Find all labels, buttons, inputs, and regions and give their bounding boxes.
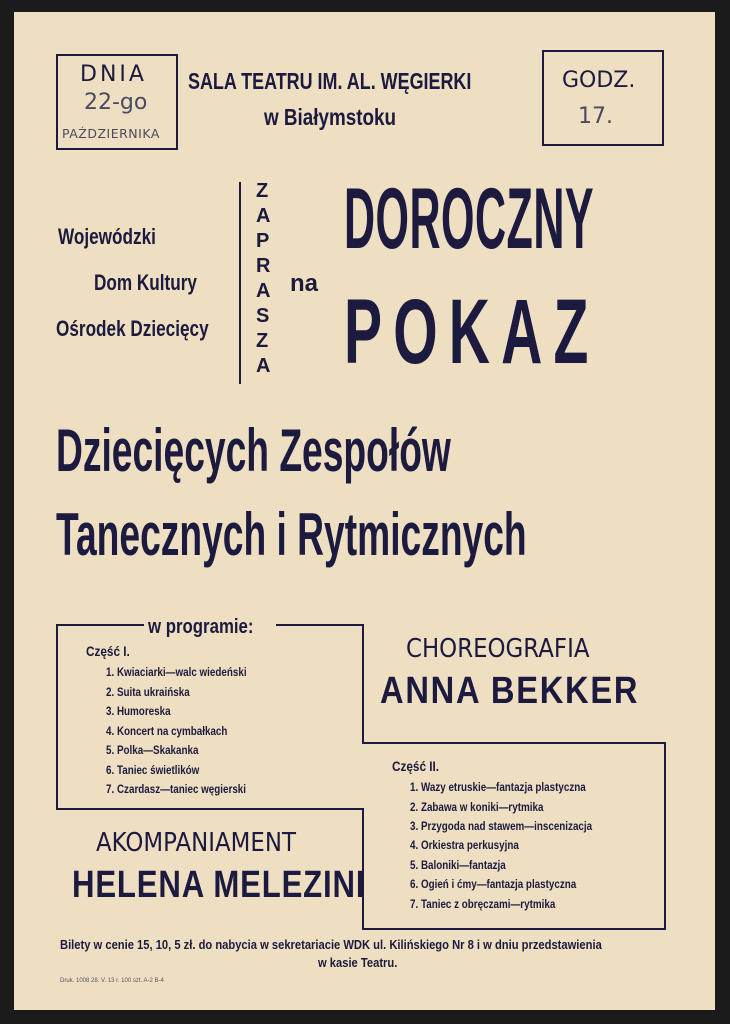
vertical-divider — [239, 182, 241, 384]
list-item: 2. Zabawa w koniki—rytmika — [410, 800, 544, 814]
accompaniment-label: AKOMPANIAMENT — [96, 828, 296, 858]
invite-letter: S — [256, 305, 270, 327]
list-item: 4. Orkiestra perkusyjna — [410, 838, 519, 852]
organizer-line-3: Ośrodek Dziecięcy — [56, 316, 209, 341]
headline-line-4: Tanecznych i Rytmicznych — [56, 501, 527, 568]
na-word: na — [290, 270, 319, 297]
headline-pokaz: POKAZ — [344, 281, 600, 383]
date-day: 22-go — [84, 90, 148, 115]
list-item: 5. Polka—Skakanka — [106, 743, 199, 757]
list-item: 4. Koncert na cymbałkach — [106, 724, 228, 738]
list-item: 1. Wazy etruskie—fantazja plastyczna — [410, 780, 586, 794]
venue-line-2: w Białymstoku — [264, 104, 397, 130]
frame-mid-horizontal — [362, 742, 666, 744]
invite-letter: Z — [256, 180, 269, 202]
list-item: 1. Kwiaciarki—walc wiedeński — [106, 665, 247, 679]
choreography-name: ANNA BEKKER — [380, 670, 640, 712]
invite-letter: A — [256, 280, 271, 302]
poster — [14, 12, 715, 1010]
list-item: 3. Przygoda nad stawem—inscenizacja — [410, 819, 593, 833]
frame-bottom-left — [56, 808, 364, 810]
accompaniment-name: HELENA MELEZINI — [72, 864, 366, 906]
invite-letter: R — [256, 255, 271, 277]
list-item: 3. Humoreska — [106, 704, 171, 718]
frame-left — [56, 624, 58, 810]
date-box — [56, 54, 178, 150]
time-value: 17. — [578, 104, 613, 129]
organizer-line-1: Wojewódzki — [58, 224, 156, 249]
invite-letter: A — [256, 355, 271, 377]
part1-title: Część I. — [86, 643, 130, 659]
headline-line-3: Dziecięcych Zespołów — [56, 417, 451, 484]
part2-title: Część II. — [392, 758, 440, 774]
headline-doroczny: DOROCZNY — [344, 171, 595, 267]
choreography-label: CHOREOGRAFIA — [406, 634, 590, 664]
venue-line-1: SALA TEATRU IM. AL. WĘGIERKI — [188, 68, 472, 94]
date-month: PAŹDZIERNIKA — [62, 126, 160, 141]
tickets-line-1: Bilety w cenie 15, 10, 5 zł. do nabycia w sekretariacie WDK ul. Kilińskiego Nr 8 i w dniu przedstawienia — [60, 937, 602, 952]
list-item: 7. Czardasz—taniec węgierski — [106, 782, 247, 796]
print-note: Druk. 1008 28. V. 13 r. 100 szt. A-2 B-4 — [60, 978, 164, 984]
frame-top-left — [56, 624, 144, 626]
list-item: 5. Baloniki—fantazja — [410, 858, 506, 872]
time-box — [542, 50, 664, 146]
list-item: 6. Taniec świetlików — [106, 763, 200, 777]
invite-letter: Z — [256, 330, 269, 352]
date-label: DNIA — [80, 62, 147, 87]
program-title: w programie: — [148, 616, 254, 638]
frame-top-right — [276, 624, 364, 626]
organizer-line-2: Dom Kultury — [94, 270, 197, 295]
list-item: 7. Taniec z obręczami—rytmika — [410, 897, 556, 911]
list-item: 2. Suita ukraińska — [106, 685, 190, 699]
frame-bottom — [362, 928, 666, 930]
invite-letter: A — [256, 205, 271, 227]
frame-mid-vertical — [362, 624, 364, 744]
time-label: GODZ. — [562, 68, 636, 93]
tickets-line-2: w kasie Teatru. — [318, 955, 398, 970]
list-item: 6. Ogień i ćmy—fantazja plastyczna — [410, 877, 577, 891]
frame-right — [664, 742, 666, 930]
invite-letter: P — [256, 230, 270, 252]
